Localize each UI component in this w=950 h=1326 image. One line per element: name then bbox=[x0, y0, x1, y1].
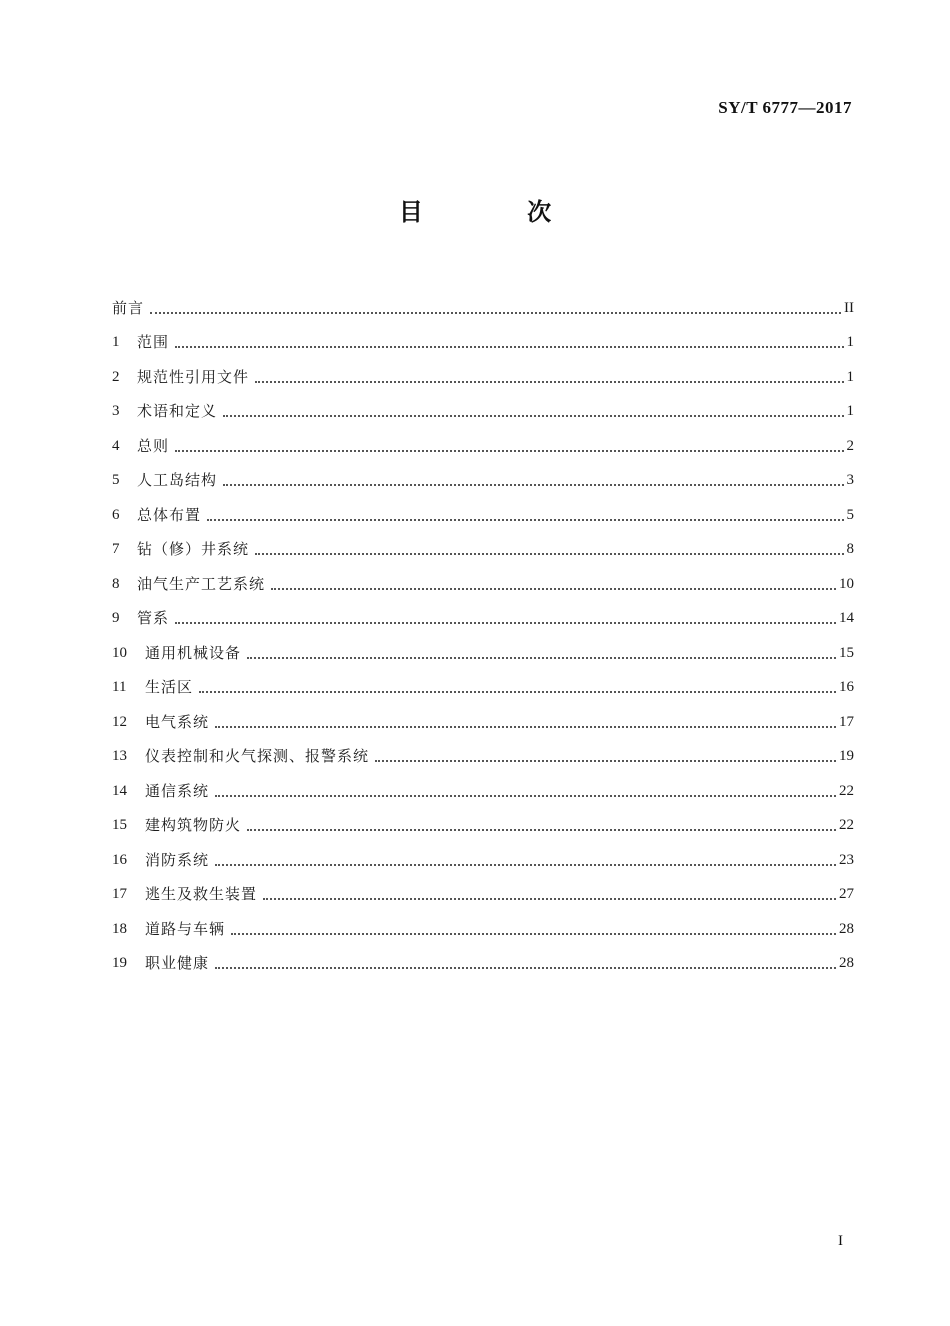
toc-entry-number: 6 bbox=[112, 506, 120, 523]
toc-entry[interactable] bbox=[112, 456, 854, 491]
toc-entry-page: 23 bbox=[839, 851, 854, 868]
toc-entry[interactable] bbox=[112, 835, 854, 870]
dot-leader bbox=[215, 864, 836, 866]
toc-entry[interactable] bbox=[112, 421, 854, 456]
toc-entry[interactable] bbox=[112, 594, 854, 629]
toc-entry-label: 术语和定义 bbox=[137, 402, 218, 420]
toc-entry-page: 8 bbox=[846, 541, 854, 557]
toc-entry-page: 1 bbox=[846, 368, 854, 385]
toc-entry-label: 通信系统 bbox=[145, 781, 210, 800]
dot-leader bbox=[223, 415, 843, 417]
toc-entry[interactable] bbox=[112, 870, 854, 905]
toc-entry[interactable] bbox=[112, 283, 854, 318]
toc-entry-label: 道路与车辆 bbox=[145, 919, 226, 938]
toc-entry-page: 3 bbox=[846, 472, 854, 488]
table-of-contents bbox=[112, 283, 854, 973]
toc-entry-page: 22 bbox=[839, 782, 854, 799]
toc-entry-label: 油气生产工艺系统 bbox=[137, 574, 266, 593]
dot-leader bbox=[215, 795, 836, 797]
toc-entry-label: 建构筑物防火 bbox=[145, 816, 242, 834]
toc-entry-number: 14 bbox=[112, 782, 127, 799]
toc-entry-number: 10 bbox=[112, 644, 127, 661]
toc-entry-number: 1 bbox=[112, 334, 120, 350]
toc-entry-page: 28 bbox=[839, 920, 854, 937]
toc-entry-number: 13 bbox=[112, 748, 127, 764]
dot-leader bbox=[247, 829, 836, 831]
toc-entry-page: II bbox=[844, 299, 854, 316]
toc-entry-page: 2 bbox=[846, 437, 854, 454]
toc-entry[interactable] bbox=[112, 801, 854, 836]
toc-entry[interactable] bbox=[112, 697, 854, 732]
toc-entry-page: 1 bbox=[846, 403, 854, 419]
toc-entry[interactable] bbox=[112, 904, 854, 939]
toc-entry[interactable] bbox=[112, 318, 854, 353]
dot-leader bbox=[175, 450, 843, 452]
dot-leader bbox=[271, 588, 836, 590]
toc-entry-label: 消防系统 bbox=[145, 850, 210, 869]
toc-entry-number: 5 bbox=[112, 472, 120, 488]
toc-entry-number: 3 bbox=[112, 403, 120, 419]
dot-leader bbox=[223, 484, 843, 486]
dot-leader bbox=[207, 519, 843, 521]
toc-entry[interactable] bbox=[112, 559, 854, 594]
toc-entry[interactable] bbox=[112, 490, 854, 525]
toc-entry-page: 17 bbox=[839, 713, 854, 730]
toc-entry-number: 11 bbox=[112, 679, 127, 695]
toc-entry-label: 通用机械设备 bbox=[145, 643, 242, 662]
toc-entry-number: 19 bbox=[112, 955, 127, 971]
toc-entry[interactable] bbox=[112, 663, 854, 698]
toc-entry-label: 逃生及救生装置 bbox=[145, 885, 258, 903]
toc-entry-number: 17 bbox=[112, 886, 127, 902]
dot-leader bbox=[231, 933, 836, 935]
toc-entry-page: 15 bbox=[839, 644, 854, 661]
toc-entry-label: 规范性引用文件 bbox=[137, 367, 250, 386]
dot-leader bbox=[263, 898, 836, 900]
toc-entry-page: 14 bbox=[839, 610, 854, 626]
toc-entry-label: 前言 bbox=[112, 298, 145, 317]
toc-entry-number: 12 bbox=[112, 713, 127, 730]
toc-entry-page: 27 bbox=[839, 886, 854, 902]
toc-entry-page: 19 bbox=[839, 748, 854, 764]
dot-leader bbox=[215, 967, 836, 969]
dot-leader bbox=[255, 381, 843, 383]
toc-entry[interactable] bbox=[112, 387, 854, 422]
toc-entry-label: 钻（修）井系统 bbox=[137, 540, 250, 558]
standard-code: SY/T 6777—2017 bbox=[718, 98, 852, 117]
toc-entry-number: 4 bbox=[112, 437, 120, 454]
page-number: I bbox=[838, 1233, 843, 1249]
toc-entry[interactable] bbox=[112, 525, 854, 560]
toc-entry-label: 总则 bbox=[137, 436, 170, 455]
toc-entry-number: 8 bbox=[112, 575, 120, 592]
dot-leader bbox=[215, 726, 836, 728]
dot-leader bbox=[175, 346, 843, 348]
toc-entry-page: 22 bbox=[839, 817, 854, 833]
toc-entry-label: 人工岛结构 bbox=[137, 471, 218, 489]
toc-entry-label: 总体布置 bbox=[137, 505, 202, 524]
toc-entry-number: 9 bbox=[112, 610, 120, 626]
toc-entry-page: 28 bbox=[839, 955, 854, 971]
toc-entry-page: 1 bbox=[846, 334, 854, 350]
toc-entry-number: 16 bbox=[112, 851, 127, 868]
dot-leader bbox=[255, 553, 843, 555]
dot-leader bbox=[150, 312, 841, 314]
toc-entry-number: 2 bbox=[112, 368, 120, 385]
toc-entry-label: 仪表控制和火气探测、报警系统 bbox=[145, 747, 370, 765]
dot-leader bbox=[199, 691, 836, 693]
toc-entry-label: 范围 bbox=[137, 333, 170, 351]
toc-entry[interactable] bbox=[112, 732, 854, 767]
dot-leader bbox=[375, 760, 836, 762]
dot-leader bbox=[175, 622, 836, 624]
toc-entry[interactable] bbox=[112, 352, 854, 387]
toc-entry-label: 管系 bbox=[137, 609, 170, 627]
toc-entry-page: 16 bbox=[839, 679, 854, 695]
toc-entry-page: 5 bbox=[846, 506, 854, 523]
toc-entry-number: 15 bbox=[112, 817, 127, 833]
toc-entry-label: 职业健康 bbox=[145, 954, 210, 972]
toc-entry-number: 18 bbox=[112, 920, 127, 937]
toc-entry-page: 10 bbox=[839, 575, 854, 592]
page-title: 目 次 bbox=[398, 198, 600, 226]
toc-entry-number: 7 bbox=[112, 541, 120, 557]
toc-entry-label: 电气系统 bbox=[145, 712, 210, 731]
toc-entry-label: 生活区 bbox=[145, 678, 194, 696]
toc-entry[interactable] bbox=[112, 628, 854, 663]
toc-entry[interactable] bbox=[112, 766, 854, 801]
toc-entry[interactable] bbox=[112, 939, 854, 974]
dot-leader bbox=[247, 657, 836, 659]
